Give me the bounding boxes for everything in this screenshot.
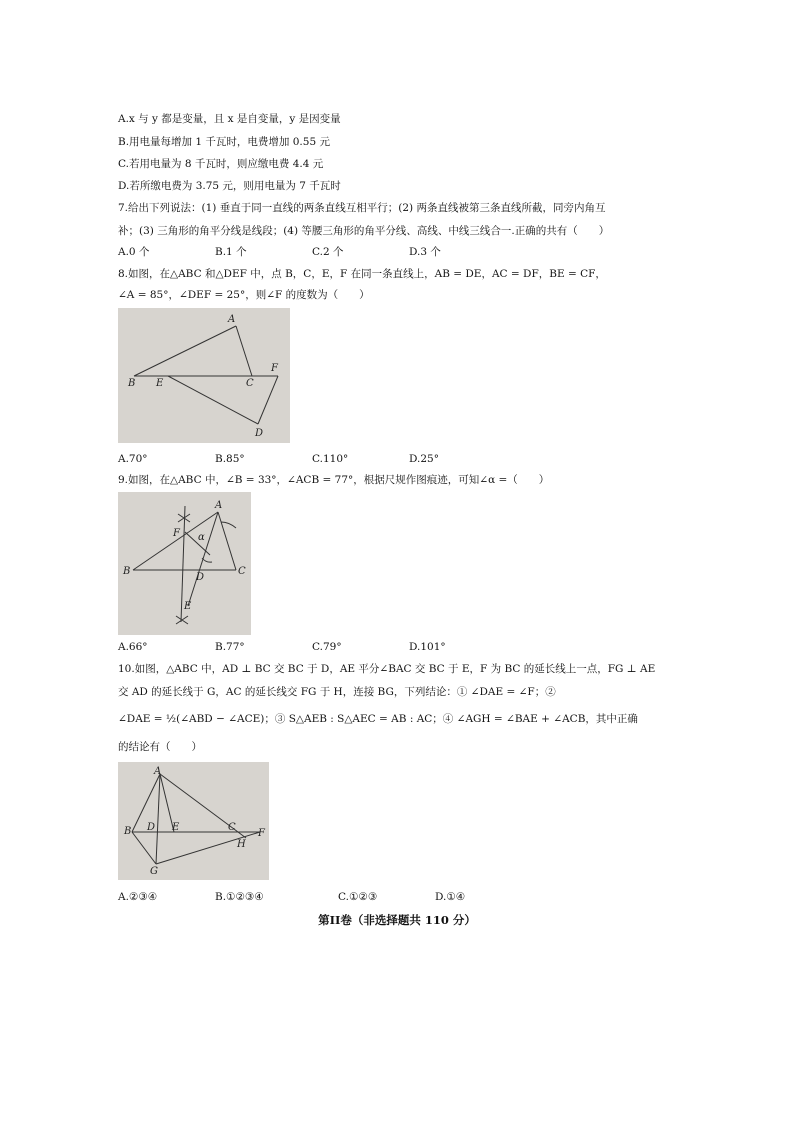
q10-figure-svg: [118, 762, 269, 880]
q10-option-b: B.①②③④: [215, 891, 264, 903]
q10-line1: 10.如图，△ABC 中，AD ⊥ BC 交 BC 于 D，AE 平分∠BAC 交 BC 于 E，F 为 BC 的延长线上一点，FG ⊥ AE: [118, 663, 656, 675]
section-heading: 第II卷（非选择题共 110 分）: [318, 913, 476, 927]
q10-figure: [118, 762, 269, 880]
q7-option-b: B.1 个: [215, 246, 247, 258]
q10-label-a: A: [154, 766, 162, 777]
q9-label-a: A: [215, 500, 223, 511]
q8-option-b: B.85°: [215, 453, 245, 465]
q6-option-d: D.若所缴电费为 3.75 元，则用电量为 7 千瓦时: [118, 180, 341, 192]
q9-label-b: B: [123, 566, 131, 577]
q7-option-a: A.0 个: [118, 246, 150, 258]
q10-label-c: C: [228, 822, 236, 833]
q8-line2: ∠A = 85°，∠DEF = 25°，则∠F 的度数为（ ）: [118, 289, 370, 301]
q10-option-c: C.①②③: [338, 891, 378, 903]
q8-option-a: A.70°: [118, 453, 148, 465]
q8-figure: [118, 308, 290, 443]
q8-option-d: D.25°: [409, 453, 439, 465]
q10-label-g: G: [150, 866, 158, 877]
q6-option-b: B.用电量每增加 1 千瓦时，电费增加 0.55 元: [118, 136, 330, 148]
q6-option-a: A.x 与 y 都是变量，且 x 是自变量，y 是因变量: [118, 113, 341, 125]
q10-label-h: H: [237, 839, 246, 850]
q9-figure: [118, 492, 251, 635]
q10-line2: 交 AD 的延长线于 G，AC 的延长线交 FG 于 H，连接 BG，下列结论：① ∠DAE = ∠F；②: [118, 686, 556, 698]
q7-line2: 补；(3) 三角形的角平分线是线段；(4) 等腰三角形的角平分线、高线、中线三线合一.正确的共有（ ）: [118, 225, 610, 237]
q7-line1: 7.给出下列说法：(1) 垂直于同一直线的两条直线互相平行；(2) 两条直线被第三条直线所截，同旁内角互: [118, 202, 606, 214]
q10-label-e: E: [172, 822, 180, 833]
q8-option-c: C.110°: [312, 453, 349, 465]
q8-label-a: A: [228, 314, 236, 325]
q10-label-d: D: [147, 822, 156, 833]
q8-label-c: C: [246, 378, 254, 389]
q10-option-a: A.②③④: [118, 891, 158, 903]
q7-option-d: D.3 个: [409, 246, 441, 258]
q10-label-f: F: [258, 828, 265, 839]
q9-option-d: D.101°: [409, 641, 446, 653]
q7-option-c: C.2 个: [312, 246, 344, 258]
q9-option-b: B.77°: [215, 641, 245, 653]
q9-label-d: D: [196, 572, 205, 583]
q9-option-a: A.66°: [118, 641, 148, 653]
q10-line4: 的结论有（ ）: [118, 741, 202, 753]
q8-line1: 8.如图，在△ABC 和△DEF 中，点 B，C，E，F 在同一条直线上，AB = DE，AC = DF，BE = CF，: [118, 268, 606, 280]
q6-option-c: C.若用电量为 8 千瓦时，则应缴电费 4.4 元: [118, 158, 324, 170]
q9-label-e: E: [184, 601, 192, 612]
q9-label-f: F: [173, 528, 180, 539]
q10-line3: ∠DAE = ½(∠ABD − ∠ACE)；③ S△AEB : S△AEC = AB : AC；④ ∠AGH = ∠BAE + ∠ACB，其中正确: [118, 713, 638, 725]
q9-option-c: C.79°: [312, 641, 342, 653]
q8-label-b: B: [128, 378, 136, 389]
q8-label-d: D: [255, 428, 264, 439]
q8-figure-svg: [118, 308, 290, 443]
q10-option-d: D.①④: [435, 891, 466, 903]
q8-label-e: E: [156, 378, 164, 389]
q9-figure-svg: [118, 492, 251, 635]
q10-label-b: B: [124, 826, 132, 837]
q9-label-c: C: [238, 566, 246, 577]
q9-label-alpha: α: [198, 532, 205, 543]
q8-label-f: F: [271, 363, 278, 374]
q9-line1: 9.如图，在△ABC 中，∠B = 33°，∠ACB = 77°，根据尺规作图痕迹，可知∠α =（ ）: [118, 474, 550, 486]
